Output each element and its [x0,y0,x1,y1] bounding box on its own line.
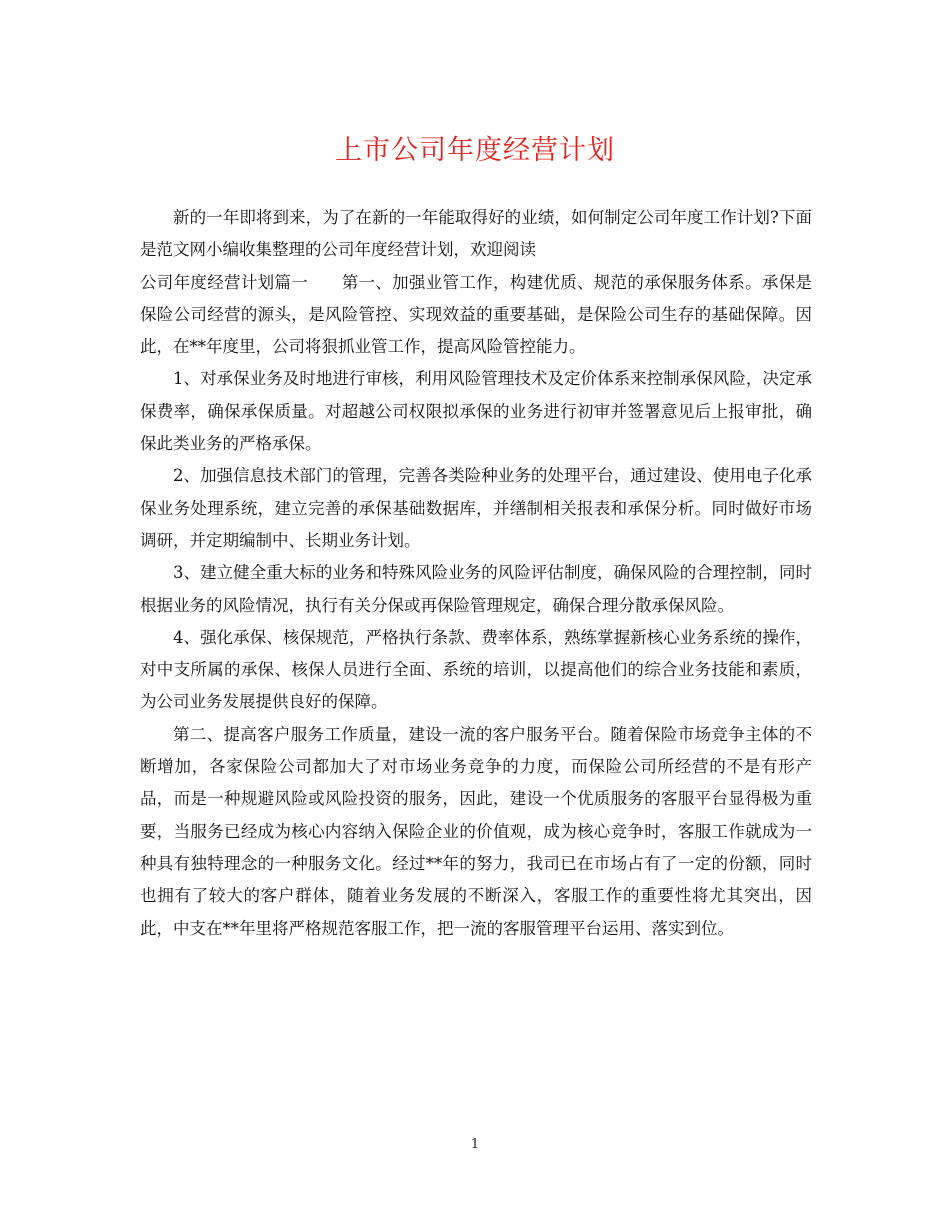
paragraph-item-4: 4、强化承保、核保规范，严格执行条款、费率体系，熟练掌握新核心业务系统的操作，对中支所属的承保、核保人员进行全面、系统的培训，以提高他们的综合业务技能和素质，为公司业务发展提供良好的保障。 [140,627,812,712]
page-number: 1 [470,1137,480,1152]
paragraph-section-two: 第二、提高客户服务工作质量，建设一流的客户服务平台。随着保险市场竞争主体的不断增加，各家保险公司都加大了对市场业务竞争的力度，而保险公司所经营的不是有形产品，而是一种规避风险或风险投资的服务，因此，建设一个优质服务的客服平台显得极为重要，当服务已经成为核心内容纳入保险企业的价值观，成为核心竞争时，客服工作就成为一种具有独特理念的一种服务文化。经过**年的努力，我司已在市场占有了一定的份额，同时也拥有了较大的客户群体，随着业务发展的不断深入，客服工作的重要性将尤其突出，因此，中支在**年里将严格规范客服工作，把一流的客服管理平台运用、落实到位。 [140,724,812,938]
document-title: 上市公司年度经营计划 [335,135,615,166]
paragraph-item-1: 1、对承保业务及时地进行审核，利用风险管理技术及定价体系来控制承保风险，决定承保费率，确保承保质量。对超越公司权限拟承保的业务进行初审并签署意见后上报审批，确保此类业务的严格承保。 [140,369,812,454]
paragraph-item-3: 3、建立健全重大标的业务和特殊风险业务的风险评估制度，确保风险的合理控制，同时根据业务的风险情况，执行有关分保或再保险管理规定，确保合理分散承保风险。 [140,563,812,615]
paragraph-section-one: 公司年度经营计划篇一 第一、加强业管工作，构建优质、规范的承保服务体系。承保是保险公司经营的源头，是风险管控、实现效益的重要基础，是保险公司生存的基础保障。因此，在**年度里，公司将狠抓业管工作，提高风险管控能力。 [140,272,812,357]
paragraph-intro: 新的一年即将到来，为了在新的一年能取得好的业绩，如何制定公司年度工作计划?下面是范文网小编收集整理的公司年度经营计划，欢迎阅读 [140,208,812,260]
document-body [140,202,812,945]
paragraph-item-2: 2、加强信息技术部门的管理，完善各类险种业务的处理平台，通过建设、使用电子化承保业务处理系统，建立完善的承保基础数据库，并缮制相关报表和承保分析。同时做好市场调研，并定期编制中、长期业务计划。 [140,466,812,550]
